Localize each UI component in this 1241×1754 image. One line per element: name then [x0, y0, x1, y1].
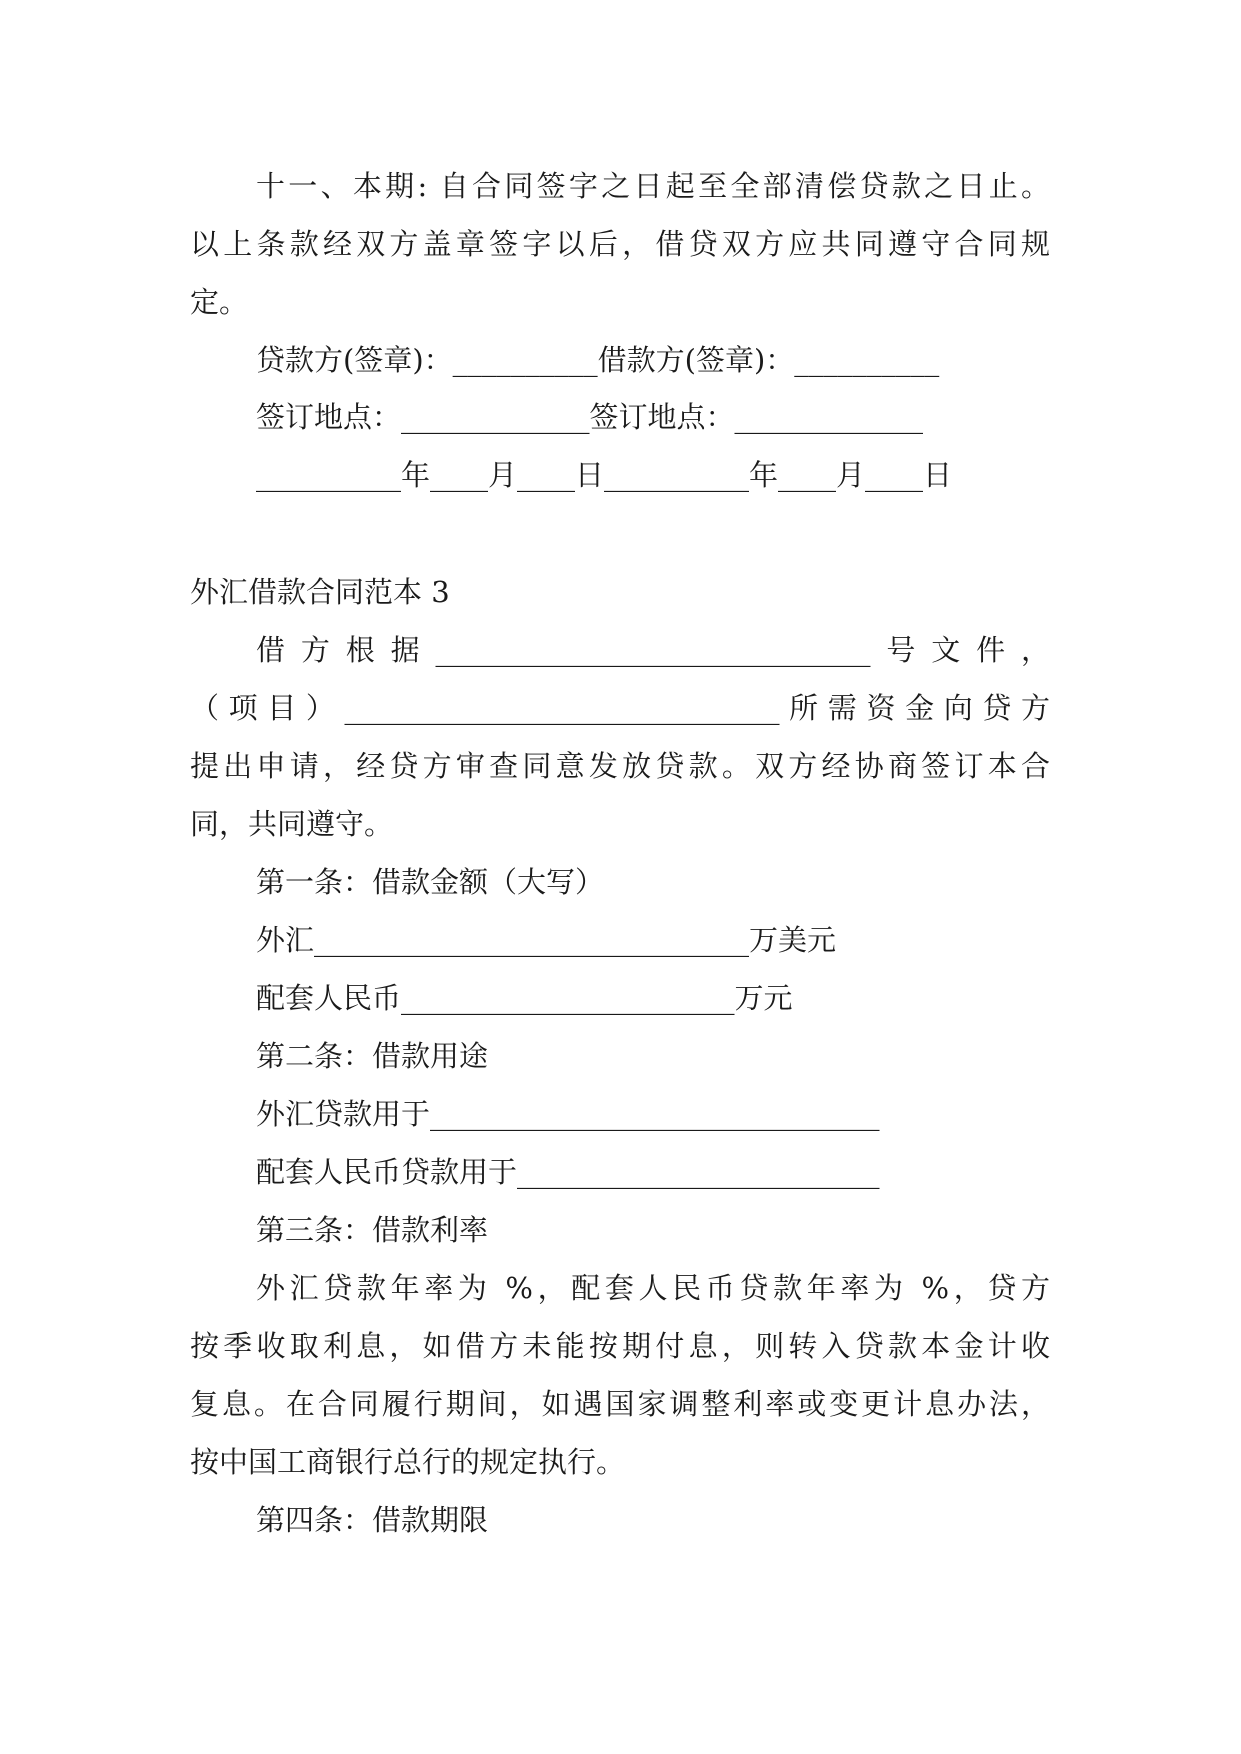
article3-line4: 按中国工商银行总行的规定执行。 [190, 1445, 626, 1479]
signature-dates: __________年____月____日__________年____月____日 [256, 458, 953, 492]
preamble-line2: （项目）______________________________所需资金向贷方 [190, 691, 1050, 725]
section11-line2: 以上条款经双方盖章签字以后，借贷双方应共同遵守合同规 [190, 227, 1050, 261]
article1-rmb: 配套人民币_______________________万元 [256, 981, 793, 1015]
preamble-line4: 同，共同遵守。 [190, 807, 394, 841]
article2-forex: 外汇贷款用于_______________________________ [256, 1097, 880, 1131]
article3-heading: 第三条：借款利率 [256, 1213, 489, 1247]
article3-line2: 按季收取利息，如借方未能按期付息，则转入贷款本金计收 [190, 1329, 1050, 1363]
sample3-title: 外汇借款合同范本 3 [190, 575, 450, 609]
article1-heading: 第一条：借款金额（大写） [256, 865, 605, 899]
preamble-line3: 提出申请，经贷方审查同意发放贷款。双方经协商签订本合 [190, 749, 1050, 783]
preamble-line1: 借方根据______________________________号文件， [256, 633, 1050, 667]
article4-heading: 第四条：借款期限 [256, 1503, 489, 1537]
article1-forex: 外汇______________________________万美元 [256, 923, 837, 957]
article2-rmb: 配套人民币贷款用于_________________________ [256, 1155, 880, 1189]
article2-heading: 第二条：借款用途 [256, 1039, 489, 1073]
signature-parties: 贷款方(签章)：__________借款方(签章)：__________ [256, 343, 940, 377]
signature-places: 签订地点：_____________签订地点：_____________ [256, 400, 924, 434]
article3-line3: 复息。在合同履行期间，如遇国家调整利率或变更计息办法， [190, 1387, 1050, 1421]
section11-line3: 定。 [190, 285, 249, 319]
section11-line1: 十一、本期: 自合同签字之日起至全部清偿贷款之日止。 [256, 169, 1050, 203]
article3-line1: 外汇贷款年率为 %，配套人民币贷款年率为 %，贷方 [256, 1271, 1050, 1305]
